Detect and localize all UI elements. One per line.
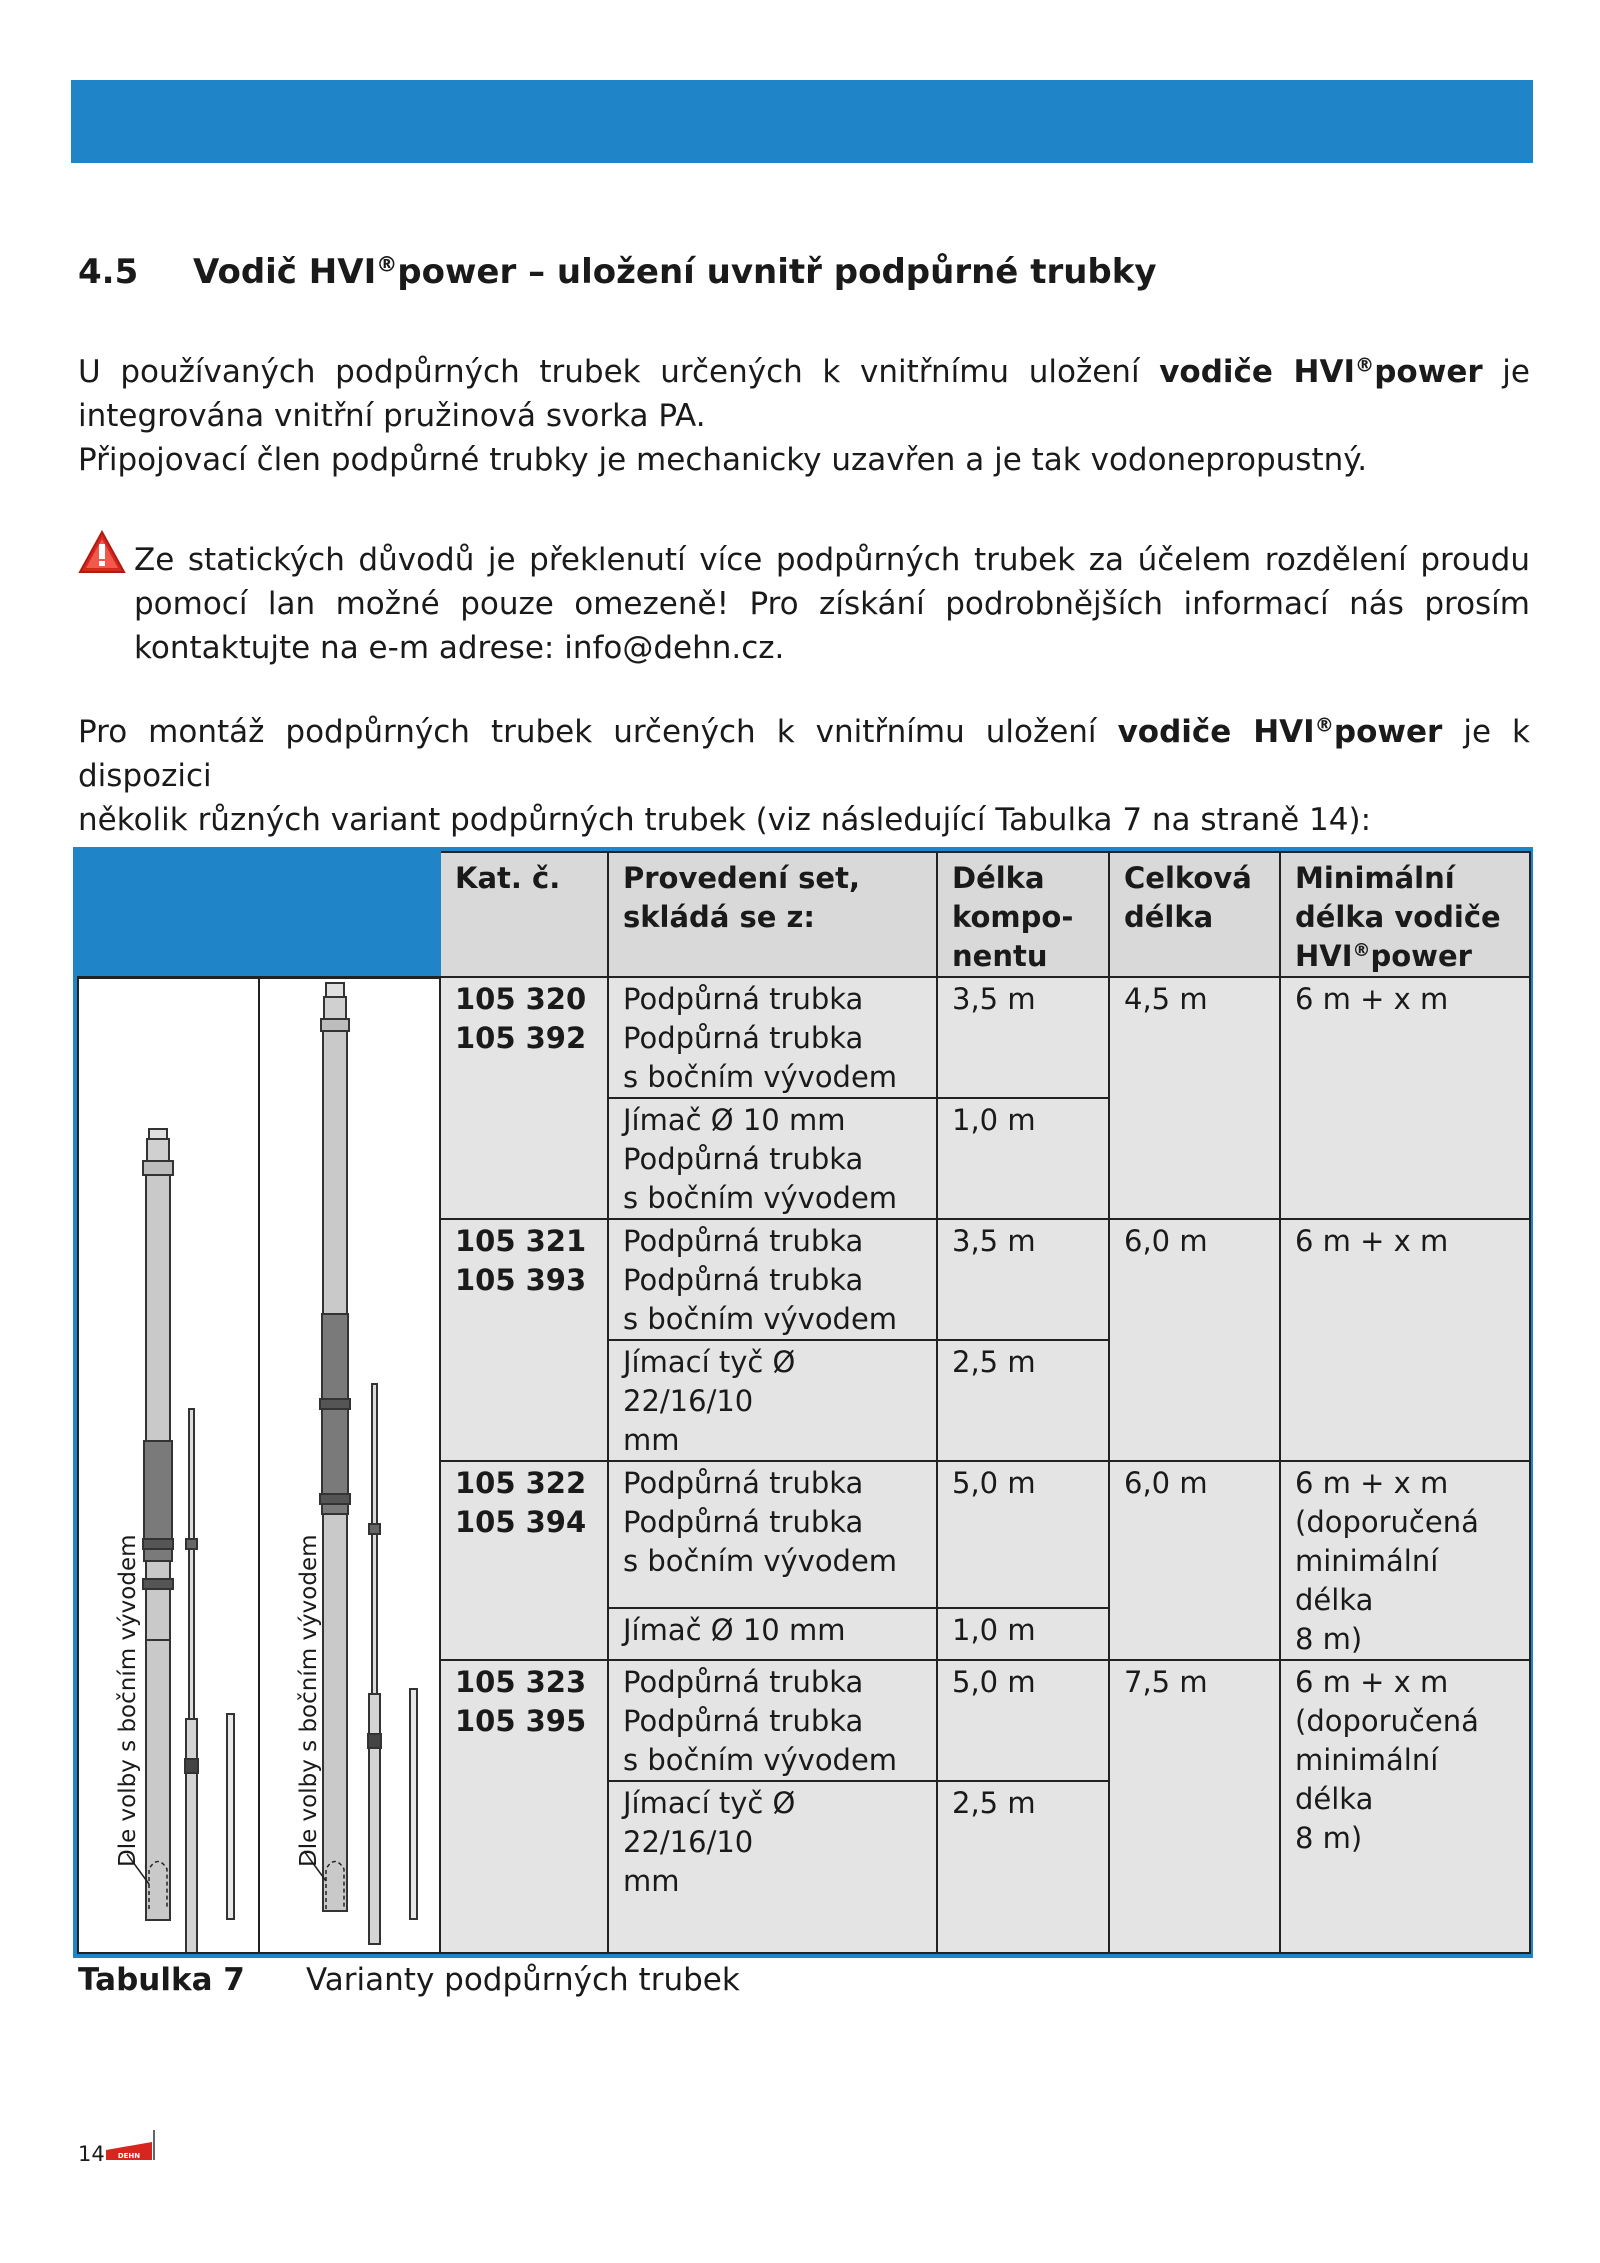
svg-text:DEHN: DEHN (117, 2152, 141, 2160)
header-delka: Délka kompo- nentu (937, 852, 1109, 977)
support-tube-long-illustration (260, 979, 440, 1954)
dehn-logo-icon (104, 2128, 156, 2162)
total-cell: 7,5 m (1109, 1660, 1280, 1953)
section-number: 4.5 (78, 252, 139, 292)
length-cell: 1,0 m (937, 1608, 1109, 1660)
min-cell: 6 m + x m (1280, 1219, 1530, 1461)
length-cell: 5,0 m (937, 1660, 1109, 1781)
kat-cell: 105 321 105 393 (440, 1219, 608, 1461)
min-cell: 6 m + x m (doporučená minimální délka 8 m) (1280, 1660, 1530, 1953)
image-cell-1 (78, 977, 259, 1953)
component-cell: Podpůrná trubka Podpůrná trubka s bočním vývodem (608, 1219, 937, 1340)
total-cell: 4,5 m (1109, 977, 1280, 1219)
header-provedeni: Provedení set, skládá se z: (608, 852, 937, 977)
length-cell: 2,5 m (937, 1781, 1109, 1901)
table-caption: Tabulka 7 Varianty podpůrných trubek (78, 1962, 740, 1998)
header-min: Minimální délka vodiče HVI®power (1280, 852, 1530, 977)
length-cell: 3,5 m (937, 977, 1109, 1098)
page-number: 14 (78, 2142, 105, 2166)
image-label-2: Dle volby s bočním vývodem (296, 1533, 322, 1867)
total-cell: 6,0 m (1109, 1219, 1280, 1461)
image-label-1: Dle volby s bočním vývodem (115, 1533, 141, 1867)
kat-cell: 105 323 105 395 (440, 1660, 608, 1953)
component-cell: Podpůrná trubka Podpůrná trubka s bočním vývodem (608, 1461, 937, 1608)
component-cell: Jímací tyč Ø 22/16/10 mm (608, 1340, 937, 1461)
intro-paragraph: U používaných podpůrných trubek určených k vnitřnímu uložení vodiče HVI®power je integrována vnitřní pružinová svorka PA. Připojovací člen podpůrné trubky je mechanicky uzavřen a je tak vodonepropustný. (78, 353, 1530, 478)
header-kat: Kat. č. (440, 852, 608, 977)
component-cell: Jímač Ø 10 mm Podpůrná trubka s bočním vývodem (608, 1098, 937, 1219)
component-cell: Jímací tyč Ø 22/16/10 mm (608, 1781, 937, 1901)
table-header-row (78, 852, 1530, 977)
component-cell: Jímač Ø 10 mm (608, 1608, 937, 1660)
table-row (78, 977, 1530, 1098)
warning-text: Ze statických důvodů je překlenutí více podpůrných trubek za účelem rozdělení proudu pomocí lan možné pouze omezeně! Pro získání podrobnějších informací nás prosím kontaktujte na e-m adrese: info@dehn.cz. (134, 542, 1530, 666)
header-image-cell (78, 852, 440, 977)
length-cell: 1,0 m (937, 1098, 1109, 1219)
kat-cell: 105 322 105 394 (440, 1461, 608, 1660)
min-cell: 6 m + x m (doporučená minimální délka 8 m) (1280, 1461, 1530, 1660)
section-title: 4.5 Vodič HVI®power – uložení uvnitř podpůrné trubky (78, 251, 1157, 292)
warning-triangle-icon (78, 530, 126, 574)
support-tube-short-illustration (79, 979, 259, 1954)
component-cell: Podpůrná trubka Podpůrná trubka s bočním vývodem (608, 1660, 937, 1781)
total-cell: 6,0 m (1109, 1461, 1280, 1660)
header-bar (71, 80, 1533, 163)
header-celkova: Celková délka (1109, 852, 1280, 977)
montage-paragraph: Pro montáž podpůrných trubek určených k vnitřnímu uložení vodiče HVI®power je k dispozici několik různých variant podpůrných trubek (viz následující Tabulka 7 na straně 14): (78, 713, 1530, 838)
length-cell: 2,5 m (937, 1340, 1109, 1461)
min-cell: 6 m + x m (1280, 977, 1530, 1219)
kat-cell: 105 320 105 392 (440, 977, 608, 1219)
length-cell: 3,5 m (937, 1219, 1109, 1340)
length-cell: 5,0 m (937, 1461, 1109, 1608)
component-cell: Podpůrná trubka Podpůrná trubka s bočním vývodem (608, 977, 937, 1098)
image-cell-2 (259, 977, 440, 1953)
variants-table (77, 851, 1531, 1954)
